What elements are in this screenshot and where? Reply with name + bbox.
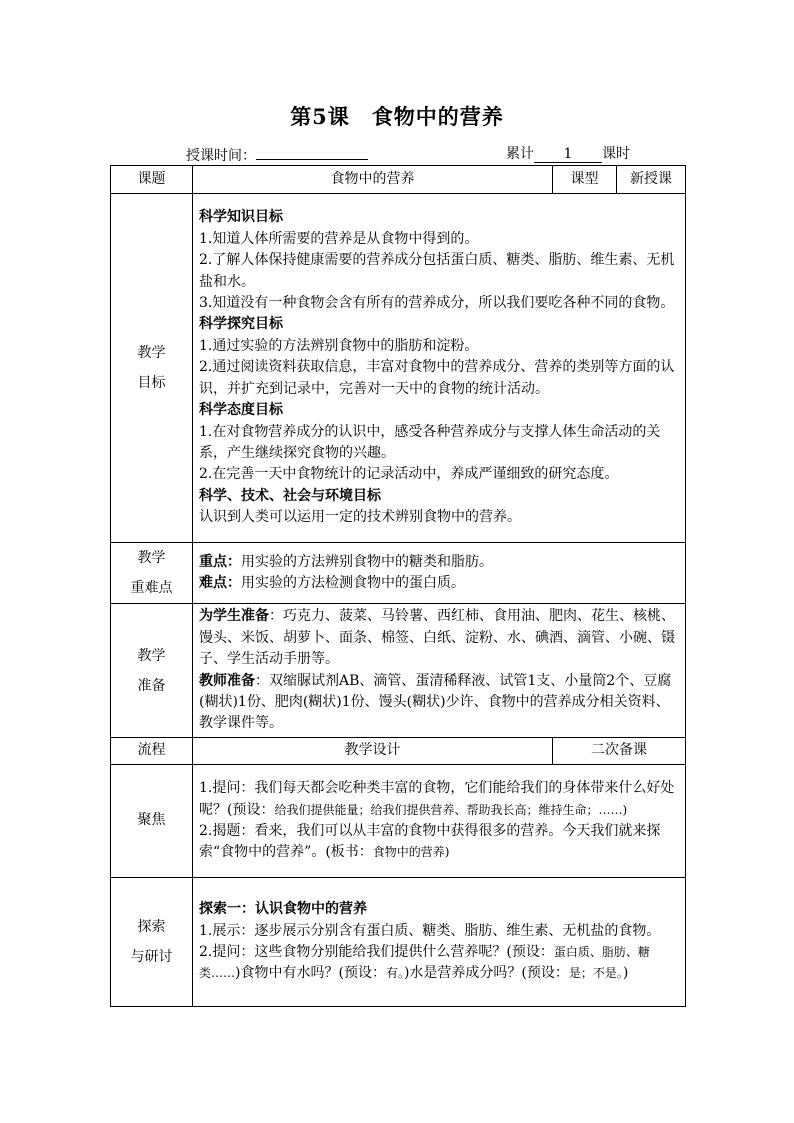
second-prep-header: 二次备课 — [553, 738, 686, 765]
time-value-field — [256, 143, 368, 160]
explore-step: 2.提问：这些食物分别能给我们提供什么营养呢？(预设：蛋白质、脂肪、糖类……)食物中有水吗？(预设：有。)水是营养成分吗？(预设：是；不是。) — [199, 944, 650, 982]
total-value: 1 — [534, 146, 602, 163]
focus-label: 聚焦 — [111, 765, 193, 878]
stse-goal-heading: 科学、技术、社会与环境目标 — [199, 487, 381, 504]
key-point: 重点：用实验的方法辨别食物中的糖类和脂肪。 — [199, 553, 493, 570]
focus-topic: 2.揭题：看来，我们可以从丰富的食物中获得很多的营养。今天我们就来探索“食物中的营养”。(板书：食物中的营养) — [199, 823, 661, 861]
focus-question: 1.提问：我们每天都会吃种类丰富的食物，它们能给我们的身体带来什么好处呢？(预设：给我们提供能量；给我们提供营养、帮助我长高；维持生命；……) — [199, 780, 675, 818]
page-title — [0, 101, 794, 131]
preparation-label: 教学 准备 — [111, 604, 193, 738]
goals-row — [111, 194, 686, 543]
stse-goal-item: 认识到人类可以运用一定的技术辨别食物中的营养。 — [199, 509, 521, 526]
topic-value: 食物中的营养 — [193, 166, 553, 194]
process-header: 流程 — [111, 738, 193, 765]
period-count — [506, 143, 630, 163]
inquiry-goal-item: 1.通过实验的方法辨别食物中的脂肪和淀粉。 — [199, 337, 479, 354]
inquiry-goal-item: 2.通过阅读资料获取信息，丰富对食物中的营养成分、营养的类别等方面的认识，并扩充到记录中，完善对一天中的食物的统计活动。 — [199, 359, 675, 397]
explore-label: 探索 与研讨 — [111, 878, 193, 1007]
topic-row — [111, 166, 686, 194]
design-header: 教学设计 — [193, 738, 553, 765]
lesson-number: 第5课 — [290, 104, 350, 129]
difficult-point: 难点：用实验的方法检测食物中的蛋白质。 — [199, 575, 465, 591]
goals-content — [193, 194, 686, 543]
knowledge-goal-heading: 科学知识目标 — [199, 209, 283, 226]
explore-heading: 探索一：认识食物中的营养 — [199, 901, 367, 918]
topic-label: 课题 — [111, 166, 193, 194]
lesson-plan-table — [110, 165, 686, 1007]
keypoints-row — [111, 543, 686, 604]
explore-row — [111, 878, 686, 1007]
keypoints-content — [193, 543, 686, 604]
keypoints-label: 教学 重难点 — [111, 543, 193, 604]
focus-row — [111, 765, 686, 878]
lesson-name: 食物中的营养 — [371, 104, 504, 129]
teacher-preparation: 教师准备：双缩脲试剂AB、滴管、蛋清稀释液、试管1支、小量筒2个、豆腐(糊状)1份、肥肉(糊状)1份、馒头(糊状)少许、食物中的营养成分相关资料、教学课件等。 — [199, 672, 672, 732]
time-label: 授课时间： — [186, 148, 256, 164]
knowledge-goal-item: 1.知道人体所需要的营养是从食物中得到的。 — [199, 230, 479, 247]
explore-content — [193, 878, 686, 1007]
period-label: 课时 — [602, 146, 630, 162]
type-value: 新授课 — [617, 166, 686, 194]
focus-content — [193, 765, 686, 878]
teaching-time — [186, 143, 368, 165]
total-label: 累计 — [506, 146, 534, 162]
explore-step: 1.展示：逐步展示分别含有蛋白质、糖类、脂肪、维生素、无机盐的食物。 — [199, 922, 661, 939]
preparation-row — [111, 604, 686, 738]
student-preparation: 为学生准备：巧克力、菠菜、马铃薯、西红柿、食用油、肥肉、花生、核桃、馒头、米饭、胡萝卜、面条、棉签、白纸、淀粉、水、碘酒、滴管、小碗、镊子、学生活动手册等。 — [199, 608, 675, 668]
goals-label: 教学 目标 — [111, 194, 193, 543]
inquiry-goal-heading: 科学探究目标 — [199, 316, 283, 333]
preparation-content — [193, 604, 686, 738]
knowledge-goal-item: 2.了解人体保持健康需要的营养成分包括蛋白质、糖类、脂肪、维生素、无机盐和水。 — [199, 252, 675, 290]
attitude-goal-item: 2.在完善一天中食物统计的记录活动中，养成严谨细致的研究态度。 — [199, 466, 619, 483]
attitude-goal-heading: 科学态度目标 — [199, 402, 283, 419]
flow-header-row — [111, 738, 686, 765]
type-label: 课型 — [553, 166, 617, 194]
attitude-goal-item: 1.在对食物营养成分的认识中，感受各种营养成分与支撑人体生命活动的关系，产生继续探究食物的兴趣。 — [199, 423, 661, 461]
knowledge-goal-item: 3.知道没有一种食物会含有所有的营养成分，所以我们要吃各种不同的食物。 — [199, 295, 675, 312]
